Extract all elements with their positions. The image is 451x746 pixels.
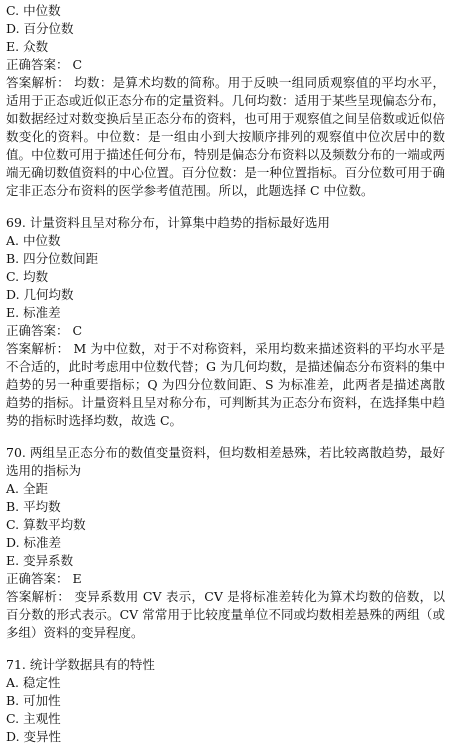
answer-analysis: 答案解析： 均数：是算术均数的简称。用于反映一组同质观察值的平均水平，适用于正态或近似正态分布的定量资料。几何均数：适用于某些呈现偏态分布，如数据经过对数变换后呈正态分布的资料，也可用于观察值之间呈倍数或近似倍数变化的资料。中位数：是一组由小到大按顺序排列的观察值中位次居中的数值。中位数可用于描述任何分布，特别是偏态分布资料以及频数分布的一端或两端无确切数值资料的中心位置。百分位数：是一种位置指标。百分位数可用于确定非正态分布资料的医学参考值范围。所以，此题选择 C 中位数。 bbox=[6, 75, 445, 198]
question-stem: 69. 计量资料且呈对称分布，计算集中趋势的指标最好选用 bbox=[6, 215, 330, 230]
spacer bbox=[6, 642, 445, 656]
option-d: D. 变异性 bbox=[6, 729, 62, 744]
option-b: B. 可加性 bbox=[6, 693, 61, 708]
option-d: D. 百分位数 bbox=[6, 21, 74, 36]
correct-answer: 正确答案： C bbox=[6, 323, 83, 338]
option-c: C. 主观性 bbox=[6, 711, 61, 726]
spacer bbox=[6, 430, 445, 444]
question-68-tail bbox=[6, 2, 445, 200]
option-d: D. 几何均数 bbox=[6, 287, 74, 302]
correct-answer: 正确答案： E bbox=[6, 571, 82, 586]
spacer bbox=[6, 200, 445, 214]
option-e: E. 变异系数 bbox=[6, 553, 74, 568]
option-c: C. 均数 bbox=[6, 269, 49, 284]
option-a: A. 稳定性 bbox=[6, 675, 61, 690]
option-c: C. 中位数 bbox=[6, 3, 61, 18]
option-b: B. 平均数 bbox=[6, 499, 61, 514]
correct-answer: 正确答案： C bbox=[6, 57, 83, 72]
option-d: D. 标准差 bbox=[6, 535, 62, 550]
option-a: A. 中位数 bbox=[6, 233, 61, 248]
answer-analysis: 答案解析： 变异系数用 CV 表示，CV 是将标准差转化为算术均数的倍数，以百分数的形式表示。CV 常常用于比较度量单位不同或均数相差悬殊的两组（或多组）资料的变异程度。 bbox=[6, 589, 445, 640]
option-e: E. 众数 bbox=[6, 39, 49, 54]
option-b: B. 四分位数间距 bbox=[6, 251, 99, 266]
question-69 bbox=[6, 214, 445, 430]
answer-analysis: 答案解析： M 为中位数，对于不对称资料，采用均数来描述资料的平均水平是不合适的，此时考虑用中位数代替；G 为几何均数，是描述偏态分布资料的集中趋势的另一种重要指标；Q 为四分位数间距、S 为标准差，此两者是描述离散趋势的指标。计量资料且呈对称分布，可判断其为正态分布资料，在选择集中趋势的指标时选择均数，故选 C。 bbox=[6, 341, 445, 428]
option-e: E. 标准差 bbox=[6, 305, 61, 320]
question-70 bbox=[6, 444, 445, 642]
question-stem: 70. 两组呈正态分布的数值变量资料，但均数相差悬殊，若比较离散趋势，最好选用的指标为 bbox=[6, 445, 445, 478]
option-a: A. 全距 bbox=[6, 481, 48, 496]
question-stem: 71. 统计学数据具有的特性 bbox=[6, 657, 155, 672]
option-c: C. 算数平均数 bbox=[6, 517, 86, 532]
